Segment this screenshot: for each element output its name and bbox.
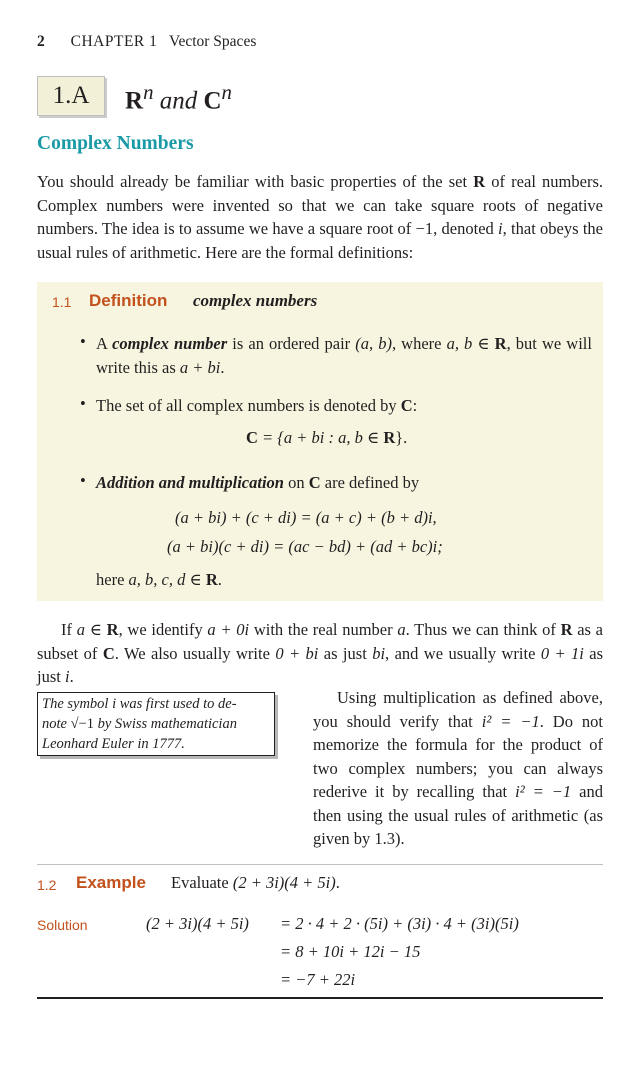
definition-label: Definition (89, 291, 168, 310)
margin-note: The symbol i was first used to de- note √−1 by Swiss mathematician Leonhard Euler in 1777. (37, 692, 275, 756)
section-number-box: 1.A (37, 76, 105, 116)
solution-step-2: = 8 + 10i + 12i − 15 (280, 942, 421, 961)
multiplication-paragraph: Using multiplication as defined above, you should verify that i² = −1. Do not memorize the formula for the product of two complex numbers; you can always rederive it by recalling that i² = −1 and then using the usual rules of arithmetic (as given by 1.3). (313, 688, 603, 848)
chapter-title: Vector Spaces (168, 33, 257, 50)
multiplication-equation: (a + bi)(c + di) = (ac − bd) + (ad + bc)i; (167, 537, 443, 556)
solution-label: Solution (37, 917, 88, 933)
definition-title: complex numbers (193, 291, 318, 310)
bullet-3: • (80, 471, 86, 490)
identification-paragraph: If a ∈ R, we identify a + 0i with the real number a. Thus we can think of R as a subset of C. We also usually write 0 + bi as just bi, and we usually write 0 + 1i as just i. (37, 620, 604, 686)
bullet-2: • (80, 394, 86, 413)
solution-step-1: = 2 · 4 + 2 · (5i) + (3i) · 4 + (3i)(5i) (280, 914, 519, 933)
addition-equation: (a + bi) + (c + di) = (a + c) + (b + d)i, (175, 508, 437, 527)
definition-number: 1.1 (52, 294, 72, 310)
bullet-2-text: The set of all complex numbers is denoted by C: (96, 396, 418, 415)
definition-variables-note: here a, b, c, d ∈ R. (96, 570, 222, 589)
chapter-label: CHAPTER 1 (70, 33, 158, 50)
example-prompt: Evaluate (2 + 3i)(4 + 5i). (171, 873, 340, 892)
example-label: Example (76, 873, 146, 892)
bullet-3-text: Addition and multiplication on C are defined by (96, 473, 420, 492)
section-title: $R^n$ and $C^n$ (125, 80, 232, 115)
page-number: 2 (37, 33, 45, 50)
bottom-rule (37, 997, 603, 999)
complex-set-equation: C = {a + bi : a, b ∈ R}. (246, 428, 408, 447)
intro-paragraph: You should already be familiar with basic properties of the set R of real numbers. Complex numbers were invented so that we can take square roots of negative numbers. The idea is to assume we have a square root of −1, denoted i, that obeys the usual rules of arithmetic. Here are the formal definitions: (37, 172, 604, 262)
solution-lhs: (2 + 3i)(4 + 5i) (146, 914, 249, 933)
divider-rule (37, 864, 603, 865)
subsection-heading: Complex Numbers (37, 133, 194, 154)
solution-step-3: = −7 + 22i (280, 970, 356, 989)
bullet-1-text: A complex number is an ordered pair (a, b), where a, b ∈ R, but we will write this as a + bi. (96, 334, 592, 377)
running-header (37, 33, 256, 51)
bullet-1: • (80, 332, 86, 351)
example-number: 1.2 (37, 877, 57, 893)
